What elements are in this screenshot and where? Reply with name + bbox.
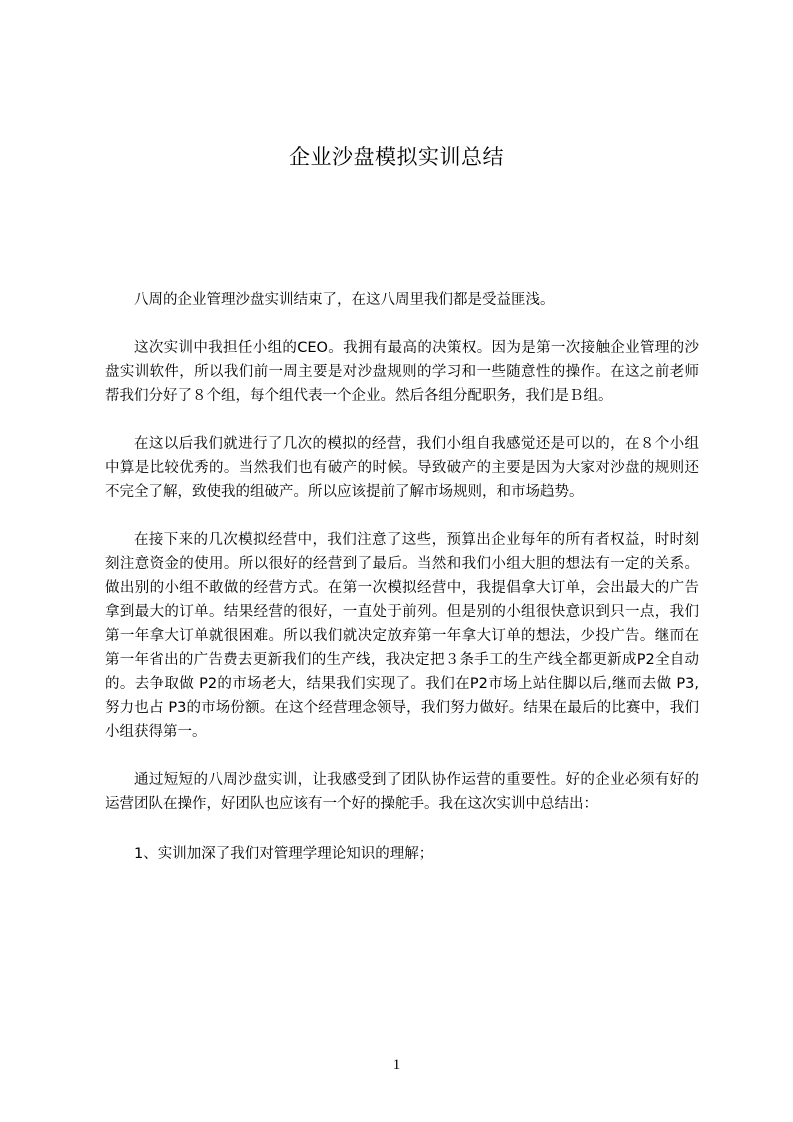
document-title: 企业沙盘模拟实训总结 xyxy=(289,145,504,169)
page-number: 1 xyxy=(392,1057,401,1073)
document-body xyxy=(105,288,699,866)
paragraph-strategy: 在接下来的几次模拟经营中，我们注意了这些，预算出企业每年的所有者权益，时时刻刻注意资金的使用。所以很好的经营到了最后。当然和我们小组大胆的想法有一定的关系。做出别的小组不敢做的经营方式。在第一次模拟经营中，我提倡拿大订单，会出最大的广告拿到最大的订单。结果经营的很好，一直处于前列。但是别的小组很快意识到只一点，我们第一年拿大订单就很困难。所以我们就决定放弃第一年拿大订单的想法，少投广告。继而在第一年省出的广告费去更新我们的生产线，我决定把３条手工的生产线全都更新成P2全自动的。去争取做 P2的市场老大，结果我们实现了。我们在P2市场上站住脚以后,继而去做 P3,努力也占 P3的市场份额。在这个经营理念领导，我们努力做好。结果在最后的比赛中，我们小组获得第一。 xyxy=(105,532,699,740)
paragraph-ceo-role: 这次实训中我担任小组的CEO。我拥有最高的决策权。因为是第一次接触企业管理的沙盘实训软件，所以我们前一周主要是对沙盘规则的学习和一些随意性的操作。在这之前老师帮我们分好了８个组，每个组代表一个企业。然后各组分配职务，我们是Ｂ组。 xyxy=(105,340,699,404)
paragraph-intro: 八周的企业管理沙盘实训结束了，在这八周里我们都是受益匪浅。 xyxy=(134,292,555,308)
paragraph-teamwork: 通过短短的八周沙盘实训，让我感受到了团队协作运营的重要性。好的企业必须有好的运营团队在操作，好团队也应该有一个好的操舵手。我在这次实训中总结出： xyxy=(105,772,699,812)
paragraph-early-operations: 在这以后我们就进行了几次的模拟的经营，我们小组自我感觉还是可以的，在８个小组中算是比较优秀的。当然我们也有破产的时候。导致破产的主要是因为大家对沙盘的规则还不完全了解，致使我的组破产。所以应该提前了解市场规则，和市场趋势。 xyxy=(105,436,699,500)
summary-list-item: 1、实训加深了我们对管理学理论知识的理解； xyxy=(134,846,434,862)
